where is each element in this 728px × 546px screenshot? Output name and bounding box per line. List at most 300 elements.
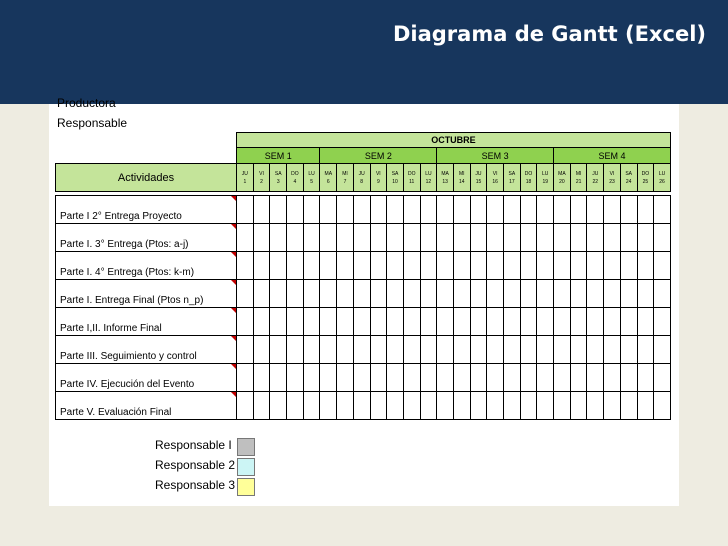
gantt-cell[interactable] <box>520 308 537 336</box>
gantt-cell[interactable] <box>537 252 554 280</box>
day-header <box>654 164 671 192</box>
activity-row <box>56 392 671 420</box>
day-number: 10 <box>392 178 398 185</box>
gantt-cell[interactable] <box>320 392 337 420</box>
activity-cell[interactable] <box>56 336 237 364</box>
gantt-cell[interactable] <box>504 336 521 364</box>
day-number: 11 <box>409 178 415 185</box>
gantt-cell[interactable] <box>420 364 437 392</box>
gantt-cell[interactable] <box>420 280 437 308</box>
week-header: SEM 4 <box>554 148 671 164</box>
gantt-cell[interactable] <box>520 252 537 280</box>
gantt-cell[interactable] <box>353 196 370 224</box>
day-header <box>554 164 571 192</box>
gantt-cell[interactable] <box>353 336 370 364</box>
gantt-cell[interactable] <box>637 252 654 280</box>
gantt-cell[interactable] <box>554 252 571 280</box>
slide-title: Diagrama de Gantt (Excel) <box>392 22 706 46</box>
gantt-cell[interactable] <box>620 252 637 280</box>
gantt-cell[interactable] <box>487 392 504 420</box>
gantt-cell[interactable] <box>387 336 404 364</box>
productora-label: Productora <box>57 96 116 110</box>
gantt-cell[interactable] <box>637 224 654 252</box>
day-name: VI <box>375 170 381 177</box>
gantt-cell[interactable] <box>554 392 571 420</box>
gantt-cell[interactable] <box>554 196 571 224</box>
gantt-cell[interactable] <box>287 336 304 364</box>
gantt-cell[interactable] <box>504 280 521 308</box>
gantt-cell[interactable] <box>403 196 420 224</box>
gantt-cell[interactable] <box>587 224 604 252</box>
gantt-cell[interactable] <box>470 224 487 252</box>
day-number: 9 <box>376 178 380 185</box>
day-name: VI <box>609 170 615 177</box>
gantt-cell[interactable] <box>537 280 554 308</box>
gantt-cell[interactable] <box>570 196 587 224</box>
gantt-cell[interactable] <box>604 336 621 364</box>
gantt-cell[interactable] <box>420 308 437 336</box>
gantt-cell[interactable] <box>570 308 587 336</box>
gantt-cell[interactable] <box>353 364 370 392</box>
gantt-cell[interactable] <box>303 252 320 280</box>
gantt-cell[interactable] <box>554 280 571 308</box>
gantt-cell[interactable] <box>303 280 320 308</box>
gantt-cell[interactable] <box>570 280 587 308</box>
activity-cell[interactable] <box>56 280 237 308</box>
gantt-cell[interactable] <box>437 364 454 392</box>
day-header <box>637 164 654 192</box>
gantt-cell[interactable] <box>587 392 604 420</box>
gantt-cell[interactable] <box>337 196 354 224</box>
day-header <box>620 164 637 192</box>
gantt-cell[interactable] <box>570 364 587 392</box>
day-name: MA <box>324 170 333 177</box>
gantt-cell[interactable] <box>520 392 537 420</box>
gantt-cell[interactable] <box>504 308 521 336</box>
day-number: 22 <box>592 178 599 185</box>
gantt-cell[interactable] <box>587 336 604 364</box>
day-number: 4 <box>293 178 297 185</box>
gantt-cell[interactable] <box>303 336 320 364</box>
gantt-cell[interactable] <box>554 364 571 392</box>
gantt-cell[interactable] <box>453 336 470 364</box>
gantt-cell[interactable] <box>487 196 504 224</box>
gantt-cell[interactable] <box>637 392 654 420</box>
legend-swatch <box>237 478 255 496</box>
gantt-cell[interactable] <box>420 252 437 280</box>
gantt-cell[interactable] <box>270 252 287 280</box>
gantt-cell[interactable] <box>353 224 370 252</box>
gantt-cell[interactable] <box>654 252 671 280</box>
gantt-cell[interactable] <box>370 364 387 392</box>
gantt-cell[interactable] <box>403 224 420 252</box>
gantt-cell[interactable] <box>270 336 287 364</box>
gantt-cell[interactable] <box>470 280 487 308</box>
gantt-cell[interactable] <box>320 336 337 364</box>
gantt-cell[interactable] <box>287 252 304 280</box>
gantt-cell[interactable] <box>287 280 304 308</box>
gantt-cell[interactable] <box>453 224 470 252</box>
gantt-cell[interactable] <box>604 392 621 420</box>
gantt-cell[interactable] <box>504 392 521 420</box>
day-header <box>337 164 354 192</box>
gantt-cell[interactable] <box>320 252 337 280</box>
day-header <box>587 164 604 192</box>
gantt-cell[interactable] <box>253 196 270 224</box>
day-name: JU <box>592 170 599 177</box>
gantt-cell[interactable] <box>453 308 470 336</box>
activity-row <box>56 336 671 364</box>
gantt-cell[interactable] <box>487 280 504 308</box>
gantt-cell[interactable] <box>487 336 504 364</box>
gantt-cell[interactable] <box>453 364 470 392</box>
day-name: LU <box>658 170 666 177</box>
gantt-cell[interactable] <box>337 224 354 252</box>
gantt-cell[interactable] <box>570 392 587 420</box>
gantt-cell[interactable] <box>504 364 521 392</box>
gantt-cell[interactable] <box>370 308 387 336</box>
gantt-cell[interactable] <box>537 196 554 224</box>
gantt-cell[interactable] <box>353 308 370 336</box>
day-header <box>420 164 437 192</box>
gantt-cell[interactable] <box>520 224 537 252</box>
activity-row <box>56 224 671 252</box>
gantt-cell[interactable] <box>403 336 420 364</box>
gantt-cell[interactable] <box>654 280 671 308</box>
day-number: 6 <box>326 178 330 185</box>
gantt-cell[interactable] <box>604 308 621 336</box>
gantt-cell[interactable] <box>287 196 304 224</box>
gantt-cell[interactable] <box>337 336 354 364</box>
gantt-cell[interactable] <box>437 392 454 420</box>
day-header <box>253 164 270 192</box>
gantt-cell[interactable] <box>470 308 487 336</box>
gantt-cell[interactable] <box>437 280 454 308</box>
gantt-cell[interactable] <box>287 364 304 392</box>
gantt-cell[interactable] <box>637 280 654 308</box>
gantt-cell[interactable] <box>403 280 420 308</box>
gantt-cell[interactable] <box>370 196 387 224</box>
gantt-cell[interactable] <box>620 196 637 224</box>
gantt-cell[interactable] <box>387 196 404 224</box>
activity-cell[interactable] <box>56 392 237 420</box>
gantt-cell[interactable] <box>370 336 387 364</box>
gantt-cell[interactable] <box>453 196 470 224</box>
day-name: SA <box>274 170 282 177</box>
gantt-cell[interactable] <box>587 308 604 336</box>
gantt-cell[interactable] <box>654 392 671 420</box>
gantt-cell[interactable] <box>303 196 320 224</box>
activity-cell[interactable] <box>56 196 237 224</box>
gantt-cell[interactable] <box>487 224 504 252</box>
gantt-cell[interactable] <box>320 364 337 392</box>
day-name: MA <box>441 170 449 177</box>
gantt-cell[interactable] <box>520 336 537 364</box>
day-number: 25 <box>642 178 649 185</box>
gantt-cell[interactable] <box>337 392 354 420</box>
gantt-cell[interactable] <box>337 308 354 336</box>
gantt-cell[interactable] <box>437 224 454 252</box>
day-name: DO <box>524 170 533 177</box>
blank-cell <box>56 133 237 148</box>
gantt-cell[interactable] <box>370 392 387 420</box>
gantt-cell[interactable] <box>654 336 671 364</box>
day-name: SA <box>625 170 632 177</box>
day-number: 2 <box>260 178 263 185</box>
gantt-cell[interactable] <box>537 364 554 392</box>
gantt-cell[interactable] <box>587 252 604 280</box>
gantt-cell[interactable] <box>320 280 337 308</box>
gantt-cell[interactable] <box>253 336 270 364</box>
gantt-cell[interactable] <box>270 308 287 336</box>
gantt-cell[interactable] <box>587 280 604 308</box>
gantt-cell[interactable] <box>654 308 671 336</box>
gantt-cell[interactable] <box>403 252 420 280</box>
gantt-cell[interactable] <box>620 280 637 308</box>
day-header <box>453 164 470 192</box>
gantt-cell[interactable] <box>437 308 454 336</box>
day-number: 16 <box>492 178 498 185</box>
gantt-cell[interactable] <box>504 196 521 224</box>
gantt-cell[interactable] <box>237 392 254 420</box>
gantt-cell[interactable] <box>403 308 420 336</box>
gantt-cell[interactable] <box>387 280 404 308</box>
activity-row <box>56 280 671 308</box>
gantt-cell[interactable] <box>237 308 254 336</box>
activity-cell[interactable] <box>56 308 237 336</box>
activity-row <box>56 196 671 224</box>
legend-swatch <box>237 458 255 476</box>
gantt-cell[interactable] <box>320 224 337 252</box>
day-name: LU <box>425 170 432 177</box>
gantt-cell[interactable] <box>253 308 270 336</box>
gantt-cell[interactable] <box>420 224 437 252</box>
gantt-cell[interactable] <box>237 252 254 280</box>
activity-label: Parte I,II. Informe Final <box>60 323 162 334</box>
gantt-cell[interactable] <box>353 392 370 420</box>
activity-row <box>56 308 671 336</box>
day-name: DO <box>291 170 299 177</box>
gantt-cell[interactable] <box>487 308 504 336</box>
gantt-cell[interactable] <box>470 252 487 280</box>
gantt-cell[interactable] <box>520 364 537 392</box>
day-name: SA <box>508 170 516 177</box>
gantt-cell[interactable] <box>353 280 370 308</box>
gantt-cell[interactable] <box>303 224 320 252</box>
day-name: MI <box>575 170 582 177</box>
gantt-cell[interactable] <box>587 364 604 392</box>
gantt-cell[interactable] <box>303 364 320 392</box>
gantt-cell[interactable] <box>637 308 654 336</box>
gantt-cell[interactable] <box>570 252 587 280</box>
day-number: 17 <box>509 178 515 185</box>
gantt-cell[interactable] <box>554 308 571 336</box>
gantt-cell[interactable] <box>370 224 387 252</box>
legend-swatch <box>237 438 255 456</box>
gantt-cell[interactable] <box>604 196 621 224</box>
gantt-cell[interactable] <box>504 252 521 280</box>
day-header <box>437 164 454 192</box>
activity-label: Parte IV. Ejecución del Evento <box>60 379 195 390</box>
activity-cell[interactable] <box>56 252 237 280</box>
legend-label: Responsable 3 <box>155 478 236 492</box>
gantt-cell[interactable] <box>253 392 270 420</box>
gantt-cell[interactable] <box>337 280 354 308</box>
gantt-cell[interactable] <box>537 336 554 364</box>
gantt-cell[interactable] <box>554 336 571 364</box>
gantt-cell[interactable] <box>387 364 404 392</box>
gantt-cell[interactable] <box>620 224 637 252</box>
day-header <box>370 164 387 192</box>
day-name: MA <box>558 170 566 177</box>
activity-cell[interactable] <box>56 224 237 252</box>
gantt-cell[interactable] <box>420 392 437 420</box>
gantt-cell[interactable] <box>520 280 537 308</box>
gantt-cell[interactable] <box>504 224 521 252</box>
gantt-cell[interactable] <box>654 364 671 392</box>
day-number: 26 <box>659 178 665 185</box>
gantt-cell[interactable] <box>554 224 571 252</box>
day-header <box>504 164 521 192</box>
activity-label: Parte I. Entrega Final (Ptos n_p) <box>60 295 204 306</box>
slide-header <box>0 0 728 104</box>
gantt-cell[interactable] <box>237 224 254 252</box>
gantt-cell[interactable] <box>537 224 554 252</box>
day-name: SA <box>391 170 399 177</box>
day-number: 14 <box>459 178 465 185</box>
gantt-cell[interactable] <box>637 196 654 224</box>
day-number: 3 <box>276 178 280 185</box>
gantt-cell[interactable] <box>654 196 671 224</box>
day-header <box>270 164 287 192</box>
gantt-cell[interactable] <box>487 364 504 392</box>
gantt-cell[interactable] <box>253 364 270 392</box>
gantt-cell[interactable] <box>537 392 554 420</box>
gantt-cell[interactable] <box>287 392 304 420</box>
gantt-cell[interactable] <box>387 252 404 280</box>
gantt-cell[interactable] <box>320 196 337 224</box>
gantt-cell[interactable] <box>470 336 487 364</box>
gantt-cell[interactable] <box>587 196 604 224</box>
gantt-cell[interactable] <box>637 364 654 392</box>
gantt-cell[interactable] <box>470 392 487 420</box>
day-name: JU <box>241 170 248 177</box>
day-number: 7 <box>343 178 347 185</box>
gantt-cell[interactable] <box>604 252 621 280</box>
gantt-cell[interactable] <box>437 252 454 280</box>
gantt-cell[interactable] <box>287 224 304 252</box>
gantt-cell[interactable] <box>570 224 587 252</box>
gantt-cell[interactable] <box>470 364 487 392</box>
day-header <box>287 164 304 192</box>
gantt-cell[interactable] <box>270 392 287 420</box>
gantt-cell[interactable] <box>303 392 320 420</box>
day-number: 1 <box>243 178 247 185</box>
gantt-cell[interactable] <box>420 196 437 224</box>
gantt-cell[interactable] <box>237 364 254 392</box>
gantt-cell[interactable] <box>520 196 537 224</box>
gantt-cell[interactable] <box>620 364 637 392</box>
day-header <box>570 164 587 192</box>
day-name: MI <box>459 170 465 177</box>
gantt-cell[interactable] <box>620 336 637 364</box>
gantt-cell[interactable] <box>387 224 404 252</box>
gantt-cell[interactable] <box>620 308 637 336</box>
activities-header: Actividades <box>56 164 237 192</box>
gantt-cell[interactable] <box>387 308 404 336</box>
gantt-cell[interactable] <box>287 308 304 336</box>
gantt-cell[interactable] <box>637 336 654 364</box>
gantt-cell[interactable] <box>353 252 370 280</box>
gantt-cell[interactable] <box>237 280 254 308</box>
day-header <box>387 164 404 192</box>
week-header: SEM 1 <box>237 148 320 164</box>
day-name: MI <box>342 170 348 177</box>
gantt-cell[interactable] <box>604 280 621 308</box>
day-number: 5 <box>310 178 313 185</box>
gantt-cell[interactable] <box>237 336 254 364</box>
activity-label: Parte III. Seguimiento y control <box>60 351 197 362</box>
gantt-cell[interactable] <box>453 252 470 280</box>
gantt-cell[interactable] <box>253 280 270 308</box>
gantt-cell[interactable] <box>604 364 621 392</box>
day-number: 18 <box>525 178 532 185</box>
gantt-cell[interactable] <box>437 336 454 364</box>
gantt-cell[interactable] <box>604 224 621 252</box>
day-number: 13 <box>442 178 448 185</box>
gantt-cell[interactable] <box>470 196 487 224</box>
day-name: DO <box>407 170 416 177</box>
gantt-cell[interactable] <box>487 252 504 280</box>
activity-cell[interactable] <box>56 364 237 392</box>
day-number: 23 <box>609 178 615 185</box>
gantt-cell[interactable] <box>270 280 287 308</box>
gantt-cell[interactable] <box>253 224 270 252</box>
gantt-cell[interactable] <box>237 196 254 224</box>
day-number: 19 <box>542 178 548 185</box>
gantt-cell[interactable] <box>337 252 354 280</box>
gantt-cell[interactable] <box>303 308 320 336</box>
gantt-cell[interactable] <box>570 336 587 364</box>
day-name: LU <box>542 170 549 177</box>
gantt-cell[interactable] <box>270 224 287 252</box>
gantt-cell[interactable] <box>387 392 404 420</box>
gantt-cell[interactable] <box>403 364 420 392</box>
gantt-cell[interactable] <box>437 196 454 224</box>
gantt-cell[interactable] <box>420 336 437 364</box>
gantt-cell[interactable] <box>253 252 270 280</box>
day-name: DO <box>641 170 650 177</box>
gantt-cell[interactable] <box>370 252 387 280</box>
day-name: JU <box>475 170 482 177</box>
gantt-cell[interactable] <box>620 392 637 420</box>
gantt-cell[interactable] <box>370 280 387 308</box>
gantt-cell[interactable] <box>337 364 354 392</box>
gantt-cell[interactable] <box>654 224 671 252</box>
gantt-cell[interactable] <box>453 392 470 420</box>
month-header: OCTUBRE <box>237 133 671 148</box>
gantt-cell[interactable] <box>403 392 420 420</box>
gantt-cell[interactable] <box>537 308 554 336</box>
gantt-cell[interactable] <box>320 308 337 336</box>
day-number: 20 <box>559 178 565 185</box>
gantt-cell[interactable] <box>453 280 470 308</box>
gantt-cell[interactable] <box>270 364 287 392</box>
day-name: JU <box>358 170 365 177</box>
gantt-cell[interactable] <box>270 196 287 224</box>
week-header: SEM 3 <box>437 148 554 164</box>
legend-label: Responsable 2 <box>155 458 236 472</box>
